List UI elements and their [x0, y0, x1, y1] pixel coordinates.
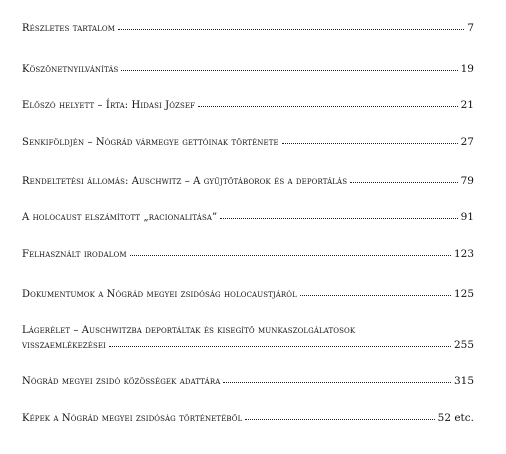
dot-leader: [223, 382, 451, 383]
toc-entry-page: 91: [460, 211, 474, 223]
dot-leader: [350, 182, 458, 183]
toc-entry[interactable]: [22, 136, 474, 149]
toc-entry-title: Előszó helyett – Írta: Hidasi József: [22, 100, 196, 111]
toc-entry[interactable]: [22, 375, 474, 388]
toc-entry[interactable]: [22, 175, 474, 188]
toc-entry[interactable]: [22, 324, 474, 352]
toc-entry-page: 125: [453, 288, 474, 300]
toc-entry-page: 79: [460, 175, 474, 187]
toc-entry[interactable]: [22, 99, 474, 112]
toc-entry[interactable]: [22, 248, 474, 261]
toc-entry-page: 7: [467, 22, 474, 34]
toc-entry[interactable]: [22, 63, 474, 76]
toc-entry-page: 123: [453, 248, 474, 260]
toc-entry-page: 52 etc.: [437, 412, 474, 424]
dot-leader: [220, 218, 457, 219]
toc-entry-page: 315: [453, 375, 474, 387]
toc-entry-title: Részletes tartalom: [22, 23, 115, 34]
toc-entry-title: Köszönetnyilvánítás: [22, 64, 119, 75]
toc-entry-title: A holocaust elszámított „racionalitása”: [22, 212, 218, 223]
dot-leader: [118, 29, 464, 30]
toc-entry[interactable]: [22, 211, 474, 224]
toc-entry-title: Képek a Nógrád megyei zsidóság történetéből: [22, 413, 243, 424]
toc-entry-title: Felhasznált irodalom: [22, 249, 127, 260]
dot-leader: [109, 346, 451, 347]
toc-entry[interactable]: [22, 412, 474, 425]
dot-leader: [130, 255, 451, 256]
toc-entry-title: Nógrád megyei zsidó közösségek adattára: [22, 376, 221, 387]
dot-leader: [198, 106, 458, 107]
toc-entry-title: Senkiföldjén – Nógrád vármegye gettóinak története: [22, 137, 279, 148]
dot-leader: [121, 70, 457, 71]
table-of-contents: [22, 0, 474, 454]
toc-entry-title-line1: Lágerélet – Auschwitzba deportáltak és kisegítő munkaszolgálatosok: [22, 325, 356, 336]
dot-leader: [282, 143, 458, 144]
toc-entry-page: 27: [460, 136, 474, 148]
toc-entry-title: Rendeltetési állomás: Auschwitz – A gyűjtőtáborok és a deportálás: [22, 176, 348, 187]
dot-leader: [300, 295, 451, 296]
toc-entry[interactable]: [22, 22, 474, 35]
toc-entry-title: Dokumentumok a Nógrád megyei zsidóság holocaustjáról: [22, 289, 297, 300]
toc-entry-page: 19: [460, 63, 474, 75]
toc-entry[interactable]: [22, 288, 474, 301]
toc-entry-title: visszaemlékezései: [22, 340, 106, 351]
dot-leader: [245, 419, 434, 420]
toc-entry-page: 21: [460, 99, 474, 111]
toc-entry-page: 255: [453, 339, 474, 351]
